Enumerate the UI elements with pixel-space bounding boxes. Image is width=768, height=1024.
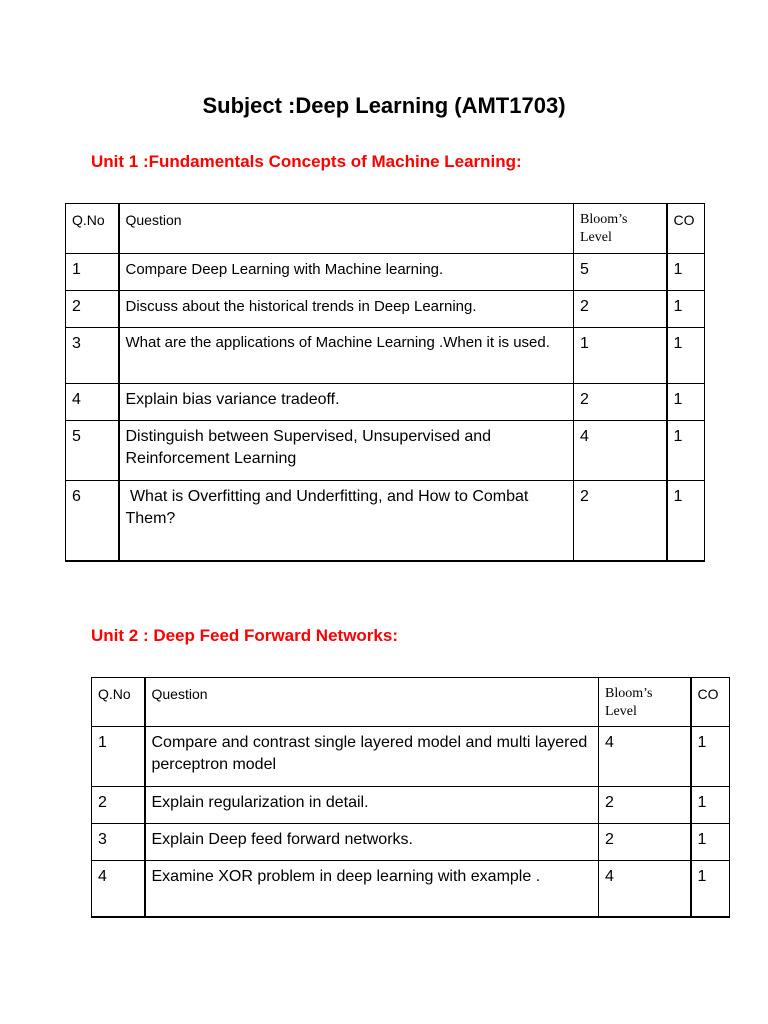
- co-cell: 1: [667, 328, 705, 384]
- page-title: Subject :Deep Learning (AMT1703): [202, 93, 566, 118]
- unit-1-heading: Unit 1 :Fundamentals Concepts of Machine Learning:: [91, 152, 522, 171]
- qno-cell: 4: [92, 861, 145, 917]
- qno-cell: 2: [92, 787, 145, 824]
- co-cell: 1: [691, 861, 730, 917]
- header-blooms-level: Bloom’s Level: [599, 678, 691, 727]
- blooms-cell: 2: [574, 481, 667, 561]
- qno-cell: 2: [66, 291, 119, 328]
- blooms-cell: 2: [574, 291, 667, 328]
- co-cell: 1: [667, 291, 705, 328]
- question-cell: Explain Deep feed forward networks.: [145, 824, 599, 861]
- co-cell: 1: [667, 254, 705, 291]
- header-qno: Q.No: [66, 204, 119, 254]
- header-question: Question: [145, 678, 599, 727]
- qno-cell: 1: [66, 254, 119, 291]
- co-cell: 1: [691, 727, 730, 787]
- blooms-cell: 2: [574, 384, 667, 421]
- blooms-cell: 1: [574, 328, 667, 384]
- header-question: Question: [119, 204, 574, 254]
- question-cell: Explain bias variance tradeoff.: [119, 384, 574, 421]
- table-row: [66, 384, 705, 421]
- table-row: [66, 328, 705, 384]
- question-cell: Compare Deep Learning with Machine learning.: [119, 254, 574, 291]
- unit-1-question-table: [65, 203, 705, 562]
- blooms-cell: 4: [574, 421, 667, 481]
- table-row: [92, 727, 730, 787]
- co-cell: 1: [691, 824, 730, 861]
- question-cell: Compare and contrast single layered model and multi layered perceptron model: [145, 727, 599, 787]
- table-row: [66, 481, 705, 561]
- question-cell: Distinguish between Supervised, Unsupervised and Reinforcement Learning: [119, 421, 574, 481]
- question-cell: What is Overfitting and Underfitting, and How to Combat Them?: [119, 481, 574, 561]
- blooms-cell: 2: [599, 824, 691, 861]
- question-cell: Explain regularization in detail.: [145, 787, 599, 824]
- table-row: [92, 787, 730, 824]
- question-cell: Discuss about the historical trends in Deep Learning.: [119, 291, 574, 328]
- qno-cell: 5: [66, 421, 119, 481]
- table-row: [66, 291, 705, 328]
- header-blooms-level: Bloom’s Level: [574, 204, 667, 254]
- qno-cell: 1: [92, 727, 145, 787]
- co-cell: 1: [667, 421, 705, 481]
- unit-2-question-table: [91, 677, 730, 918]
- co-cell: 1: [691, 787, 730, 824]
- header-qno: Q.No: [92, 678, 145, 727]
- qno-cell: 6: [66, 481, 119, 561]
- header-co: CO: [691, 678, 730, 727]
- question-cell: What are the applications of Machine Learning .When it is used.: [119, 328, 574, 384]
- table-header-row: [92, 678, 730, 727]
- table-row: [92, 861, 730, 917]
- co-cell: 1: [667, 384, 705, 421]
- question-cell: Examine XOR problem in deep learning with example .: [145, 861, 599, 917]
- qno-cell: 4: [66, 384, 119, 421]
- co-cell: 1: [667, 481, 705, 561]
- blooms-cell: 4: [599, 861, 691, 917]
- qno-cell: 3: [92, 824, 145, 861]
- blooms-cell: 4: [599, 727, 691, 787]
- header-co: CO: [667, 204, 705, 254]
- qno-cell: 3: [66, 328, 119, 384]
- blooms-cell: 2: [599, 787, 691, 824]
- table-header-row: [66, 204, 705, 254]
- table-row: [92, 824, 730, 861]
- blooms-cell: 5: [574, 254, 667, 291]
- table-row: [66, 421, 705, 481]
- table-row: [66, 254, 705, 291]
- unit-2-heading: Unit 2 : Deep Feed Forward Networks:: [91, 626, 398, 645]
